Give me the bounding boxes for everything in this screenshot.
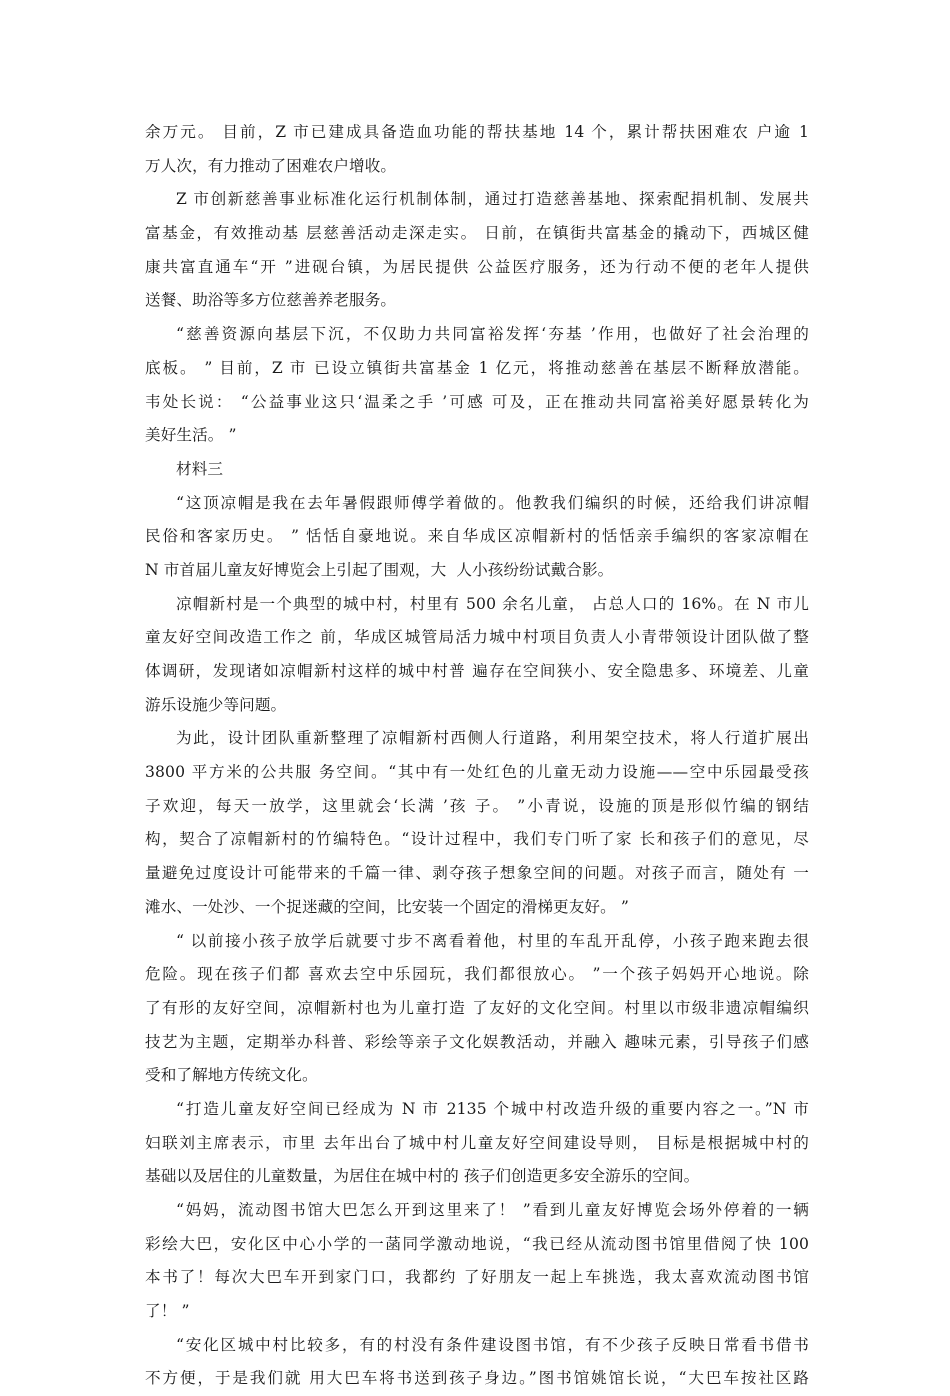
text-line: Z 市创新慈善事业标准化运行机制体制，通过打造慈善基地、探索配捐机制、发展共 [176, 190, 809, 209]
text-line: 韦处长说： “公益事业这只‘温柔之手 ’可感 可及，正在推动共同富裕美好愿景转化为 [145, 392, 809, 411]
text-line: 了！ ” [145, 1302, 190, 1321]
text-line: 受和了解地方传统文化。 [145, 1066, 318, 1085]
text-line: 富基金，有效推动基 层慈善活动走深走实。 日前，在镇街共富基金的撬动下，西城区健 [145, 224, 809, 243]
text-line: 康共富直通车“开 ”进砚台镇，为居民提供 公益医疗服务，还为行动不便的老年人提供 [145, 257, 809, 276]
text-line: 游乐设施少等问题。 [145, 695, 287, 714]
text-line: 为此，设计团队重新整理了凉帽新村西侧人行道路，利用架空技术，将人行道扩展出 [176, 729, 809, 748]
text-line: “ 以前接小孩子放学后就要寸步不离看着他，村里的车乱开乱停，小孩子跑来跑去很 [176, 931, 809, 950]
text-line: 送餐、助浴等多方位慈善养老服务。 [145, 291, 397, 310]
text-line: “打造儿童友好空间已经成为 N 市 2135 个城中村改造升级的重要内容之一。”N 市 [176, 1099, 809, 1118]
text-line: 不方便，于是我们就 用大巴车将书送到孩子身边。”图书馆姚馆长说，“大巴车按社区路 [145, 1369, 809, 1388]
section-heading: 材料三 [176, 459, 224, 478]
text-line: 子欢迎，每天一放学，这里就会‘长满 ’孩 子。 ”小青说，设施的顶是形似竹编的钢结 [145, 796, 809, 815]
text-line: 体调研，发现诸如凉帽新村这样的城中村普 遍存在空间狭小、安全隐患多、环境差、儿童 [145, 662, 809, 680]
text-line: 了有形的友好空间，凉帽新村也为儿童打造 了友好的文化空间。村里以市级非遗凉帽编织 [145, 998, 809, 1017]
text-line: 量避免过度设计可能带来的千篇一律、剥夺孩子想象空间的问题。对孩子而言，随处有 一 [145, 864, 809, 883]
text-line: 构，契合了凉帽新村的竹编特色。“设计过程中，我们专门听了家 长和孩子们的意见，尽 [145, 830, 809, 849]
document-body [145, 116, 809, 1396]
text-line: 民俗和客家历史。 ” 恬恬自豪地说。来自华成区凉帽新村的恬恬亲手编织的客家凉帽在 [145, 527, 809, 546]
text-line: 本书了！每次大巴车开到家门口，我都约 了好朋友一起上车挑选，我太喜欢流动图书馆 [145, 1268, 809, 1287]
text-line: 童友好空间改造工作之 前，华成区城管局活力城中村项目负责人小青带领设计团队做了整 [145, 628, 809, 647]
text-line: N 市首届儿童友好博览会上引起了围观，大 人小孩纷纷试戴合影。 [145, 560, 614, 579]
text-line: 凉帽新村是一个典型的城中村，村里有 500 余名儿童， 占总人口的 16%。在 N 市儿 [176, 594, 809, 613]
text-line: “这顶凉帽是我在去年暑假跟师傅学着做的。他教我们编织的时候，还给我们讲凉帽 [176, 493, 809, 512]
text-line: 美好生活。 ” [145, 426, 237, 445]
text-line: 万人次，有力推动了困难农户增收。 [145, 156, 397, 175]
text-line: “慈善资源向基层下沉，不仅助力共同富裕发挥‘夯基 ’作用，也做好了社会治理的 [176, 325, 809, 344]
text-line: 技艺为主题，定期举办科普、彩绘等亲子文化娱教活动，并融入 趣味元素，引导孩子们感 [145, 1032, 809, 1051]
text-line: 余万元。 目前，Z 市已建成具备造血功能的帮扶基地 14 个，累计帮扶困难农 户逾 1 [145, 123, 809, 141]
text-line: 基础以及居住的儿童数量，为居住在城中村的 孩子们创造更多安全游乐的空间。 [145, 1167, 700, 1186]
text-line: “妈妈，流动图书馆大巴怎么开到这里来了！ ”看到儿童友好博览会场外停着的一辆 [176, 1201, 809, 1219]
text-line: 滩水、一处沙、一个捉迷藏的空间，比安装一个固定的滑梯更友好。 ” [145, 897, 629, 916]
text-line: 彩绘大巴，安化区中心小学的一菡同学激动地说，“我已经从流动图书馆里借阅了快 100 [145, 1234, 809, 1253]
text-line: “安化区城中村比较多，有的村没有条件建设图书馆，有不少孩子反映日常看书借书 [176, 1335, 809, 1354]
text-line: 危险。现在孩子们都 喜欢去空中乐园玩，我们都很放心。 ”一个孩子妈妈开心地说。除 [145, 965, 809, 984]
text-line: 3800 平方米的公共服 务空间。“其中有一处红色的儿童无动力设施——空中乐园最受孩 [145, 763, 809, 782]
text-line: 妇联刘主席表示，市里 去年出台了城中村儿童友好空间建设导则， 目标是根据城中村的 [145, 1133, 809, 1152]
text-line: 底板。 ” 目前，Z 市 已设立镇街共富基金 1 亿元，将推动慈善在基层不断释放潜能。 [145, 358, 809, 377]
